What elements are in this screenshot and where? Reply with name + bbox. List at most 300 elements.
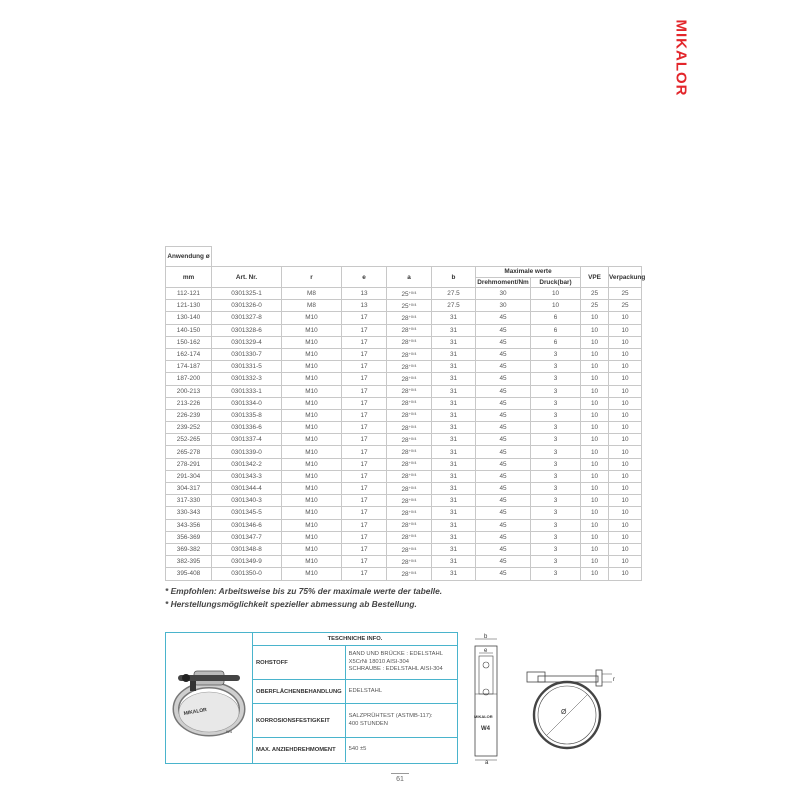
table-cell: 10 [581,507,609,519]
table-cell: 17 [342,495,387,507]
table-cell: 45 [476,373,531,385]
table-cell: 174-187 [166,361,212,373]
table-cell: 10 [609,385,642,397]
table-cell: 45 [476,312,531,324]
table-cell: 10 [581,397,609,409]
table-cell: 226-239 [166,409,212,421]
table-cell: 10 [581,324,609,336]
table-cell: 0301342-2 [212,458,282,470]
anwendung-row [166,247,642,267]
table-cell: 31 [432,324,476,336]
table-cell: 10 [609,422,642,434]
table-row [166,568,642,580]
table-cell: 0301343-3 [212,470,282,482]
table-cell: M10 [282,422,342,434]
table-row [166,543,642,555]
notes [165,585,442,611]
table-cell: 45 [476,568,531,580]
table-cell: 30 [476,300,531,312]
table-cell: 112-121 [166,288,212,300]
table-row [166,519,642,531]
table-cell: 10 [531,288,581,300]
table-cell: 45 [476,422,531,434]
table-cell: 10 [581,336,609,348]
table-cell: 130-140 [166,312,212,324]
table-row [166,348,642,360]
table-cell: 10 [531,300,581,312]
table-cell: M10 [282,409,342,421]
table-cell: 3 [531,556,581,568]
table-cell: M10 [282,446,342,458]
table-cell: 3 [531,446,581,458]
table-cell: 31 [432,568,476,580]
table-cell: 31 [432,470,476,482]
oberflaeche-label: OBERFLÄCHENBEHANDLUNG [253,680,345,704]
table-cell: 45 [476,409,531,421]
table-cell: 17 [342,397,387,409]
table-cell: 3 [531,470,581,482]
table-cell: M8 [282,300,342,312]
anwendung-header: Anwendung ø [166,247,212,267]
table-cell: M10 [282,385,342,397]
table-cell: 3 [531,543,581,555]
cell-a: $28^{+0/4}$ [387,543,432,555]
cell-a: $28^{+0/4}$ [387,312,432,324]
header-row-1 [166,267,642,278]
cell-a: $28^{+0/4}$ [387,556,432,568]
korrosion-value: SALZPRÜHTEST (ASTMB-117): 400 STUNDEN [345,704,457,738]
table-row [166,470,642,482]
table-cell: 45 [476,348,531,360]
table-cell: 17 [342,312,387,324]
cell-a: $28^{+0/4}$ [387,531,432,543]
col-e: e [342,267,387,288]
table-cell: 3 [531,434,581,446]
table-cell: 10 [609,373,642,385]
tech-info-table [253,633,457,762]
korrosion-label: KORROSIONSFESTIGKEIT [253,704,345,738]
table-cell: 0301330-7 [212,348,282,360]
table-cell: 10 [609,361,642,373]
table-cell: 0301340-3 [212,495,282,507]
table-cell: 0301339-0 [212,446,282,458]
table-cell: 10 [581,348,609,360]
table-cell: 10 [581,434,609,446]
table-cell: 3 [531,397,581,409]
table-cell: 0301347-7 [212,531,282,543]
table-cell: 31 [432,385,476,397]
table-cell: 0301349-9 [212,556,282,568]
col-a: a [387,267,432,288]
table-row [166,385,642,397]
table-cell: 25 [581,288,609,300]
table-cell: 10 [609,434,642,446]
table-cell: 10 [609,446,642,458]
table-row [166,300,642,312]
page-number: 61 [391,773,409,783]
table-row [166,422,642,434]
svg-text:W4: W4 [226,729,232,734]
table-cell: M10 [282,373,342,385]
table-cell: 10 [581,409,609,421]
table-cell: 3 [531,483,581,495]
table-cell: M10 [282,434,342,446]
table-cell: 3 [531,348,581,360]
table-cell: M10 [282,324,342,336]
table-cell: 31 [432,495,476,507]
table-cell: 17 [342,568,387,580]
technical-drawing [462,630,632,765]
table-cell: 0301348-8 [212,543,282,555]
table-cell: 25 [581,300,609,312]
cell-a: $28^{+0/4}$ [387,495,432,507]
table-row [166,446,642,458]
clamp-photo [166,633,253,763]
table-cell: 3 [531,409,581,421]
table-cell: 31 [432,409,476,421]
table-cell: 330-343 [166,507,212,519]
table-cell: 17 [342,446,387,458]
table-row [166,324,642,336]
table-cell: 17 [342,458,387,470]
table-cell: 17 [342,385,387,397]
table-cell: 10 [581,422,609,434]
table-cell: 3 [531,495,581,507]
table-cell: M10 [282,495,342,507]
table-cell: 17 [342,543,387,555]
table-cell: M10 [282,543,342,555]
cell-a: $28^{+0/4}$ [387,336,432,348]
table-cell: 17 [342,519,387,531]
table-cell: 10 [581,458,609,470]
table-cell: 45 [476,397,531,409]
table-cell: 10 [609,495,642,507]
col-art: Art. Nr. [212,267,282,288]
svg-text:MIKALOR: MIKALOR [183,707,208,717]
table-cell: 10 [609,409,642,421]
cell-a: $28^{+0/4}$ [387,397,432,409]
svg-text:e: e [484,648,488,654]
table-cell: 17 [342,531,387,543]
table-cell: 27.5 [432,300,476,312]
table-cell: 0301325-1 [212,288,282,300]
table-cell: 45 [476,531,531,543]
col-vpe: VPE [581,267,609,288]
svg-text:b: b [484,634,488,640]
table-cell: 31 [432,507,476,519]
table-cell: 3 [531,519,581,531]
table-cell: 265-278 [166,446,212,458]
table-cell: 45 [476,434,531,446]
table-cell: 10 [609,531,642,543]
table-cell: M10 [282,336,342,348]
table-cell: 291-304 [166,470,212,482]
cell-a: $28^{+0/4}$ [387,483,432,495]
table-cell: 150-162 [166,336,212,348]
table-cell: 45 [476,543,531,555]
table-cell: 0301344-4 [212,483,282,495]
table-cell: 31 [432,519,476,531]
table-row [166,531,642,543]
table-cell: 10 [581,531,609,543]
table-cell: 17 [342,556,387,568]
table-cell: 17 [342,434,387,446]
table-cell: 45 [476,470,531,482]
table-cell: 0301345-5 [212,507,282,519]
table-cell: 0301331-5 [212,361,282,373]
col-mm: mm [166,267,212,288]
table-cell: 0301336-6 [212,422,282,434]
table-cell: 3 [531,507,581,519]
table-cell: 10 [581,556,609,568]
table-cell: 10 [609,397,642,409]
oberflaeche-value: EDELSTAHL [345,680,457,704]
table-row [166,434,642,446]
table-cell: 0301328-6 [212,324,282,336]
cell-a: $28^{+0/4}$ [387,324,432,336]
note-2: * Herstellungsmöglichkeit spezieller abmessung ab Bestellung. [165,599,417,609]
table-cell: 0301329-4 [212,336,282,348]
table-cell: 140-150 [166,324,212,336]
table-cell: 45 [476,458,531,470]
table-row [166,507,642,519]
cell-a: $25^{+0/4}$ [387,288,432,300]
rohstoff-value: BAND UND BRÜCKE : EDELSTAHL X5CrNi 18010 AISI-304 SCHRAUBE : EDELSTAHL AISI-304 [345,646,457,680]
cell-a: $28^{+0/4}$ [387,409,432,421]
cell-a: $28^{+0/4}$ [387,458,432,470]
table-cell: 10 [581,373,609,385]
table-cell: 3 [531,458,581,470]
table-cell: M10 [282,348,342,360]
table-cell: 10 [609,348,642,360]
table-cell: 10 [609,543,642,555]
col-maximale: Maximale werte [476,267,581,278]
table-cell: 304-317 [166,483,212,495]
cell-a: $28^{+0/4}$ [387,422,432,434]
table-cell: 31 [432,446,476,458]
table-cell: M8 [282,288,342,300]
cell-a: $28^{+0/4}$ [387,446,432,458]
table-cell: 3 [531,361,581,373]
table-cell: 31 [432,348,476,360]
col-verpackung: Verpackung [609,267,642,288]
table-row [166,312,642,324]
spec-table-wrap [165,246,646,581]
table-cell: 343-356 [166,519,212,531]
table-cell: 0301350-0 [212,568,282,580]
table-cell: 10 [609,556,642,568]
table-cell: 17 [342,507,387,519]
table-cell: 10 [581,519,609,531]
table-cell: 10 [581,312,609,324]
table-cell: 30 [476,288,531,300]
table-cell: 31 [432,531,476,543]
table-cell: 0301346-6 [212,519,282,531]
table-cell: 17 [342,483,387,495]
cell-a: $28^{+0/4}$ [387,470,432,482]
table-row [166,483,642,495]
table-cell: 31 [432,422,476,434]
table-cell: 45 [476,519,531,531]
table-cell: M10 [282,470,342,482]
table-cell: 31 [432,556,476,568]
table-cell: 25 [609,300,642,312]
svg-text:a: a [485,760,489,766]
table-cell: 0301334-0 [212,397,282,409]
table-cell: 6 [531,312,581,324]
table-cell: M10 [282,483,342,495]
table-cell: 31 [432,336,476,348]
table-cell: M10 [282,458,342,470]
table-cell: 10 [581,470,609,482]
table-cell: 10 [609,458,642,470]
table-row [166,458,642,470]
table-row [166,361,642,373]
svg-text:Ø: Ø [561,709,567,716]
table-cell: 10 [581,568,609,580]
table-cell: 17 [342,336,387,348]
table-cell: 278-291 [166,458,212,470]
cell-a: $28^{+0/4}$ [387,348,432,360]
table-cell: 31 [432,373,476,385]
table-cell: 10 [609,483,642,495]
col-druck: Druck(bar) [531,277,581,288]
table-cell: 10 [581,495,609,507]
table-cell: 239-252 [166,422,212,434]
table-cell: 3 [531,568,581,580]
cell-a: $28^{+0/4}$ [387,519,432,531]
table-cell: 10 [609,324,642,336]
clamp-photo-image [166,633,252,763]
table-cell: 45 [476,556,531,568]
table-cell: 31 [432,361,476,373]
table-cell: 10 [581,483,609,495]
table-cell: 31 [432,312,476,324]
table-cell: 0301337-4 [212,434,282,446]
spec-table [165,246,646,581]
table-row [166,373,642,385]
table-cell: 10 [609,470,642,482]
table-cell: 0301332-3 [212,373,282,385]
cell-a: $28^{+0/4}$ [387,507,432,519]
table-cell: 17 [342,409,387,421]
table-cell: 17 [342,422,387,434]
table-cell: 31 [432,397,476,409]
table-cell: 317-330 [166,495,212,507]
svg-text:r: r [613,677,615,683]
table-cell: 45 [476,385,531,397]
cell-a: $28^{+0/4}$ [387,434,432,446]
table-cell: 17 [342,361,387,373]
table-cell: M10 [282,312,342,324]
col-r: r [282,267,342,288]
table-row [166,556,642,568]
table-cell: 27.5 [432,288,476,300]
note-1: * Empfohlen: Arbeitsweise bis zu 75% der maximale werte der tabelle. [165,586,443,596]
table-cell: 0301335-8 [212,409,282,421]
table-cell: 3 [531,373,581,385]
table-cell: 10 [581,361,609,373]
table-cell: 200-213 [166,385,212,397]
brand-logo: MIKALOR [672,19,690,97]
table-cell: 10 [609,519,642,531]
table-cell: M10 [282,556,342,568]
spec-table-body [166,288,642,581]
table-cell: 10 [581,543,609,555]
cell-a: $25^{+0/4}$ [387,300,432,312]
cell-a: $28^{+0/4}$ [387,385,432,397]
table-cell: 6 [531,336,581,348]
table-cell: 252-265 [166,434,212,446]
table-cell: 3 [531,531,581,543]
table-cell: 45 [476,483,531,495]
table-cell: 3 [531,422,581,434]
table-cell: 17 [342,324,387,336]
table-cell: 45 [476,324,531,336]
table-row [166,336,642,348]
table-cell: 31 [432,483,476,495]
table-cell: 13 [342,288,387,300]
table-cell: 31 [432,458,476,470]
table-cell: 45 [476,361,531,373]
table-cell: 0301326-0 [212,300,282,312]
table-cell: 10 [581,385,609,397]
table-cell: 45 [476,495,531,507]
anzieh-value: 540 ±5 [348,746,367,752]
table-cell: 45 [476,446,531,458]
table-cell: 10 [609,336,642,348]
table-cell: 369-382 [166,543,212,555]
table-cell: 10 [581,446,609,458]
table-row [166,288,642,300]
table-cell: 45 [476,507,531,519]
table-cell: 45 [476,336,531,348]
table-cell: 121-130 [166,300,212,312]
table-cell: 213-226 [166,397,212,409]
cell-a: $28^{+0/4}$ [387,361,432,373]
table-cell: 25 [609,288,642,300]
table-cell: M10 [282,519,342,531]
table-cell: 31 [432,434,476,446]
col-drehmoment: Drehmoment/Nm [477,278,529,286]
table-cell: 6 [531,324,581,336]
table-cell: 162-174 [166,348,212,360]
table-cell: 187-200 [166,373,212,385]
table-cell: 356-369 [166,531,212,543]
table-cell: M10 [282,397,342,409]
table-cell: 13 [342,300,387,312]
table-cell: 10 [609,568,642,580]
cell-a: $28^{+0/4}$ [387,568,432,580]
table-cell: 10 [609,312,642,324]
col-b: b [432,267,476,288]
table-cell: M10 [282,361,342,373]
rohstoff-label: ROHSTOFF [253,646,345,680]
svg-text:W4: W4 [481,726,490,732]
table-cell: 17 [342,470,387,482]
table-cell: 0301333-1 [212,385,282,397]
svg-text:MIKALOR: MIKALOR [474,714,493,719]
table-cell: 17 [342,373,387,385]
table-row [166,397,642,409]
table-cell: 31 [432,543,476,555]
table-cell: 3 [531,385,581,397]
table-cell: M10 [282,507,342,519]
table-cell: 17 [342,348,387,360]
table-cell: M10 [282,531,342,543]
table-cell: M10 [282,568,342,580]
table-cell: 0301327-8 [212,312,282,324]
